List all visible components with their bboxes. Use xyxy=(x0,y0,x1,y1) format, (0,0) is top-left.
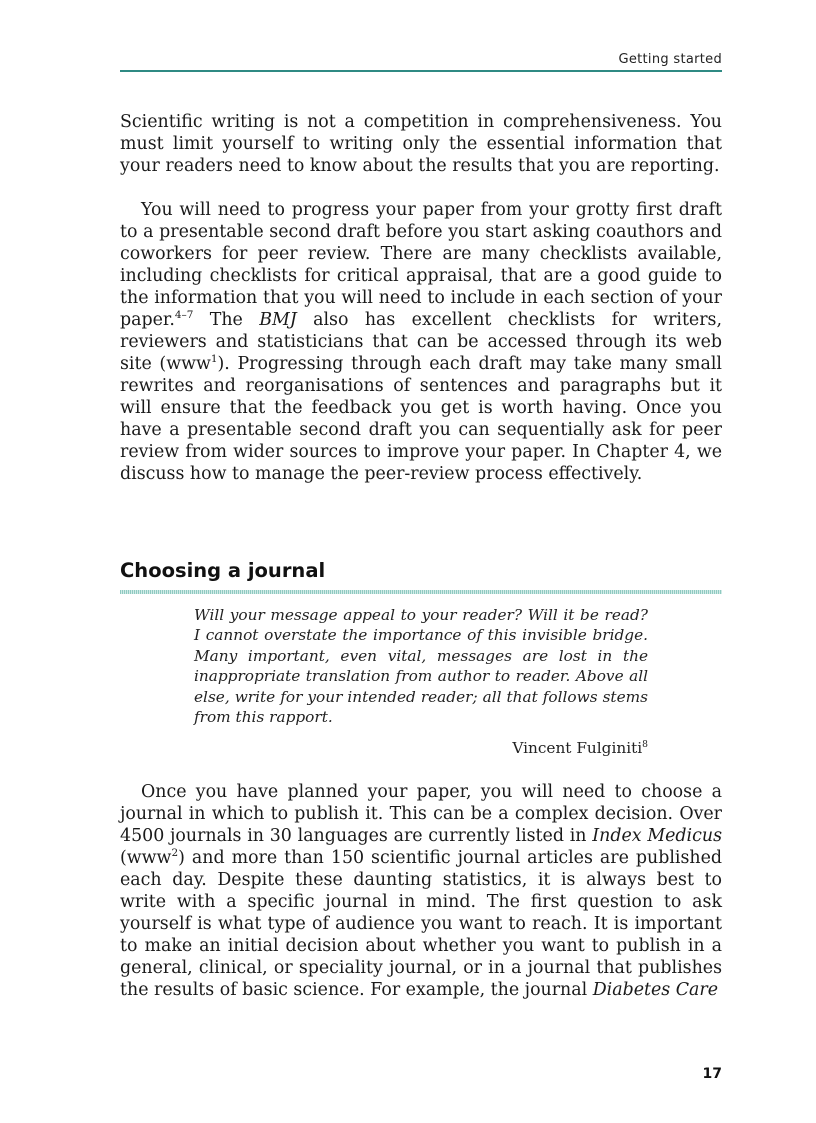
paragraph-3-text-3: ) and more than 150 scientific journal articles are published each day. Despite these daunting statistics, it is always best to write with a specific journal in mind. The first question to ask yourself is what type of audience you want to reach. It is important to make an initial decision about whether you want to publish in a general, clinical, or speciality journal, or in a journal that publishes the results of basic science. For example, the journal xyxy=(120,848,722,1000)
paragraph-2-text-2: The xyxy=(193,310,260,330)
web-ref-1: 1 xyxy=(210,353,218,366)
quote-attribution xyxy=(194,739,648,757)
paragraph-2-text-1: You will need to progress your paper from your grotty first draft to a presentable second draft before you start asking coauthors and coworkers for peer review. There are many checklists available, including checklists for critical appraisal, that are a good guide to the information that you will need to include in each section of your paper. xyxy=(120,200,722,330)
paragraph-2-text-4: ). Progressing through each draft may take many small rewrites and reorganisations of sentences and paragraphs but it will ensure that the feedback you get is worth having. Once you have a presentable second draft you can sequentially ask for peer review from wider sources to improve your paper. In Chapter 4, we discuss how to manage the peer-review process effectively. xyxy=(120,354,722,484)
index-medicus-name: Index Medicus xyxy=(592,826,722,846)
page-number: 17 xyxy=(702,1066,722,1082)
quote-author: Vincent Fulginiti xyxy=(512,739,643,757)
paragraph-3-text-2: (www xyxy=(120,848,172,868)
epigraph-quote: Will your message appeal to your reader? Will it be read? I cannot overstate the importance of this invisible bridge. Many important, even vital, messages are lost in the inappropriate translation from author to reader. Above all else, write for your intended reader; all that follows stems from this rapport. xyxy=(194,606,648,727)
citation-4-7: 4–7 xyxy=(174,309,194,322)
section-rule xyxy=(120,590,722,594)
section-title: Choosing a journal xyxy=(120,559,326,582)
paragraph-1: Scientific writing is not a competition in comprehensiveness. You must limit yourself to writing only the essential information that your readers need to know about the results that you are reporting. xyxy=(120,112,722,176)
bmj-journal-name: BMJ xyxy=(259,310,297,330)
running-head: Getting started xyxy=(618,52,722,67)
quote-citation: 8 xyxy=(642,739,648,751)
diabetes-care-name: Diabetes Care xyxy=(592,980,719,1000)
paragraph-2 xyxy=(120,199,722,485)
paragraph-2-text-3: also has excellent checklists for writers, reviewers and statisticians that can be accessed through its web site (www xyxy=(120,310,722,374)
paragraph-3 xyxy=(120,781,722,1001)
web-ref-2: 2 xyxy=(171,847,179,860)
paragraph-3-text-1: Once you have planned your paper, you will need to choose a journal in which to publish it. This can be a complex decision. Over 4500 journals in 30 languages are currently listed in xyxy=(120,782,722,846)
header-rule xyxy=(120,70,722,72)
